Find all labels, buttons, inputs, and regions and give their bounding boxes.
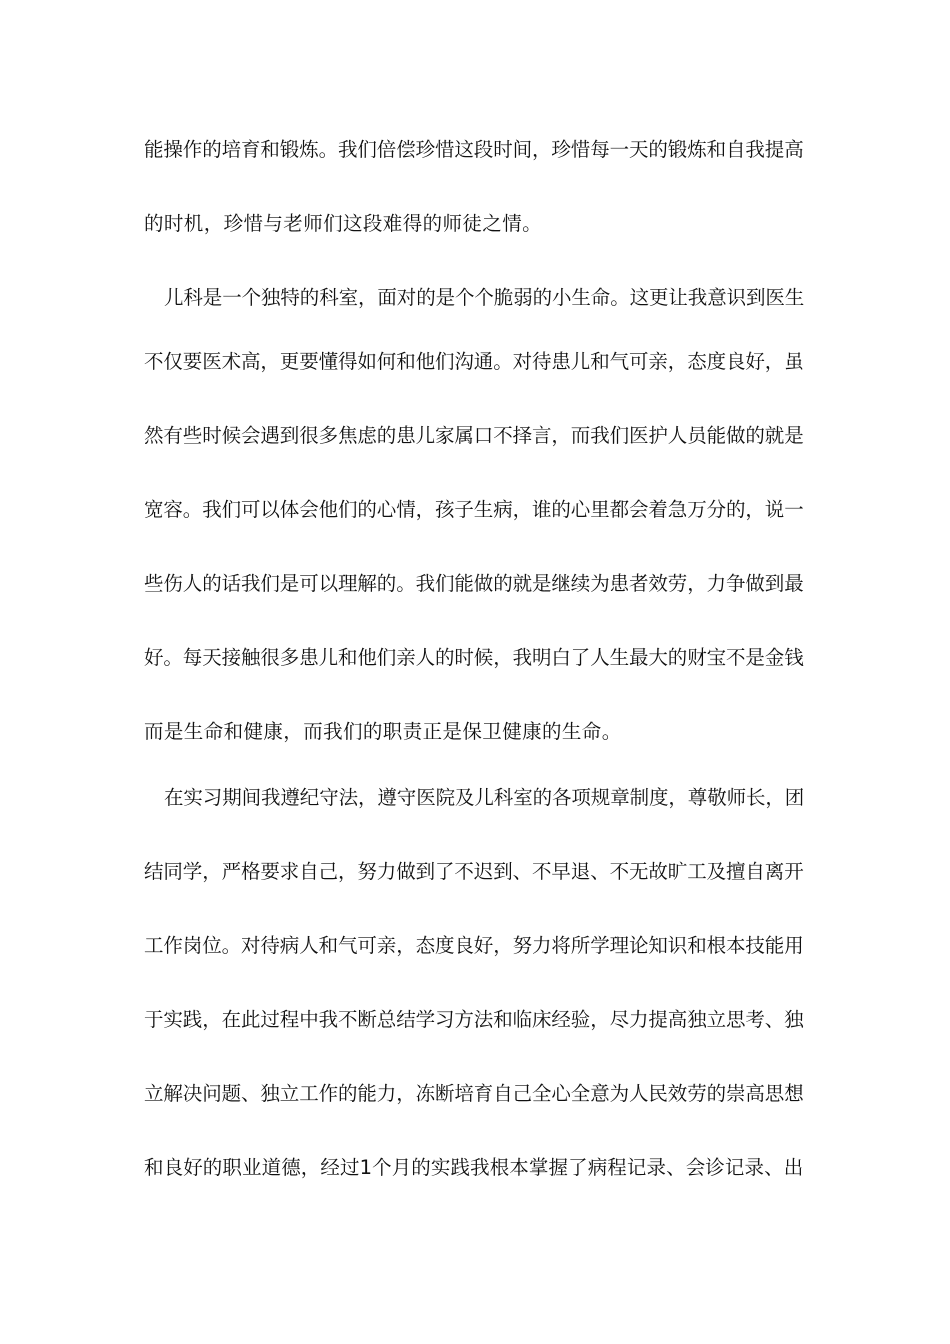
text-line: 而是生命和健康，而我们的职责正是保卫健康的生命。 — [144, 720, 622, 743]
text-line: 能操作的培育和锻炼。我们倍偿珍惜这段时间，珍惜每一天的锻炼和自我提高 — [144, 138, 804, 161]
text-line: 于实践，在此过程中我不断总结学习方法和临床经验，尽力提高独立思考、独 — [144, 1008, 804, 1031]
paragraph-start-line: 儿科是一个独特的科室，面对的是个个脆弱的小生命。这更让我意识到医生 — [164, 286, 805, 309]
text-line: 的时机，珍惜与老师们这段难得的师徒之情。 — [144, 212, 543, 235]
text-line: 工作岗位。对待病人和气可亲，态度良好，努力将所学理论知识和根本技能用 — [144, 934, 804, 957]
paragraph-start-line: 在实习期间我遵纪守法，遵守医院及儿科室的各项规章制度，尊敬师长，团 — [164, 786, 805, 809]
text-line: 然有些时候会遇到很多焦虑的患儿家属口不择言，而我们医护人员能做的就是 — [144, 424, 804, 447]
text-line: 宽容。我们可以体会他们的心情，孩子生病，谁的心里都会着急万分的，说一 — [144, 498, 804, 521]
text-line: 好。每天接触很多患儿和他们亲人的时候，我明白了人生最大的财宝不是金钱 — [144, 646, 804, 669]
text-line: 些伤人的话我们是可以理解的。我们能做的就是继续为患者效劳，力争做到最 — [144, 572, 804, 595]
text-line: 立解决问题、独立工作的能力，冻断培育自己全心全意为人民效劳的崇高思想 — [144, 1082, 804, 1105]
text-line: 不仅要医术高，更要懂得如何和他们沟通。对待患儿和气可亲，态度良好，虽 — [144, 350, 804, 373]
text-line: 结同学，严格要求自己，努力做到了不迟到、不早退、不无故旷工及擅自离开 — [144, 860, 804, 883]
text-line: 和良好的职业道德，经过1个月的实践我根本掌握了病程记录、会诊记录、出 — [144, 1156, 804, 1179]
